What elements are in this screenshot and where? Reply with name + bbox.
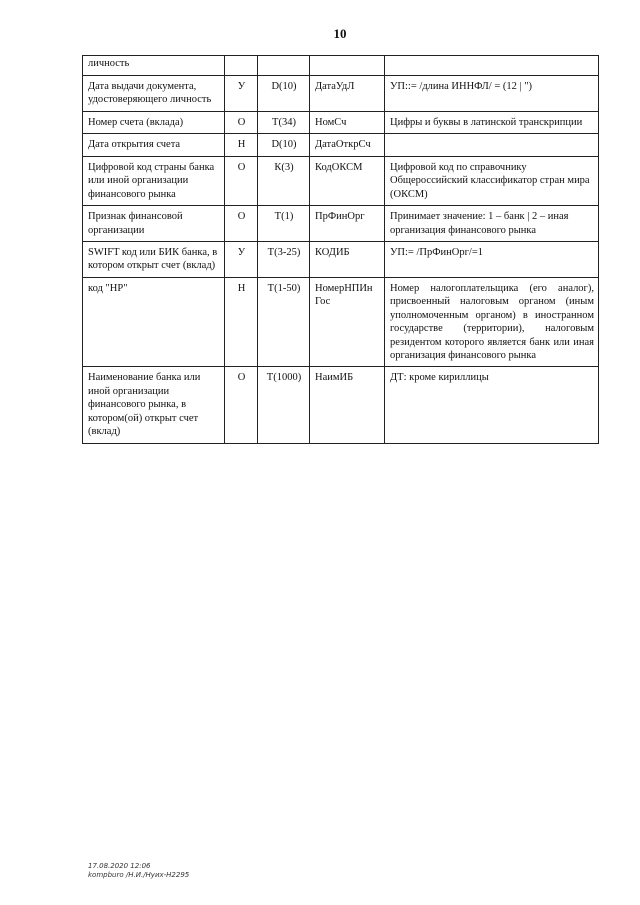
footer-signature: kompburo /Н.И./Нуих-Н2295: [88, 871, 190, 880]
requirement-cell: У: [225, 76, 258, 112]
footer-timestamp: 17.08.2020 12:06: [88, 862, 151, 870]
code-cell: ПрФинОрг: [310, 206, 385, 242]
format-cell: [258, 56, 310, 76]
requirement-cell: О: [225, 206, 258, 242]
table-row: [83, 111, 599, 133]
element-name-cell: Номер счета (вклада): [83, 111, 225, 133]
requirement-cell: Н: [225, 134, 258, 156]
format-cell: Т(34): [258, 111, 310, 133]
description-cell: УП::= /длина ИННФЛ/ = (12 | "): [385, 76, 599, 112]
element-name-cell: Признак финансовой организации: [83, 206, 225, 242]
format-cell: Т(1-50): [258, 277, 310, 367]
description-cell: Номер налогоплательщика (его аналог), присвоенный налоговым органом (иным уполномоченным органом) в иностранном государстве (территории), налоговым резидентом которого является банк или иная организация финансового рынка: [385, 277, 599, 367]
table-row: [83, 206, 599, 242]
element-name-cell: код "НР": [83, 277, 225, 367]
table-row: [83, 277, 599, 367]
format-cell: Т(1): [258, 206, 310, 242]
code-cell: ДатаУдЛ: [310, 76, 385, 112]
format-cell: Т(1000): [258, 367, 310, 443]
element-name-cell: личность: [83, 56, 225, 76]
format-cell: К(3): [258, 156, 310, 205]
table-row: [83, 241, 599, 277]
description-cell: ДТ: кроме кириллицы: [385, 367, 599, 443]
description-cell: УП:= /ПрФинОрг/=1: [385, 241, 599, 277]
code-cell: КодОКСМ: [310, 156, 385, 205]
code-cell: НомерНПИн Гос: [310, 277, 385, 367]
format-cell: D(10): [258, 134, 310, 156]
element-name-cell: Цифровой код страны банка или иной организации финансового рынка: [83, 156, 225, 205]
description-cell: [385, 134, 599, 156]
description-cell: [385, 56, 599, 76]
code-cell: НомСч: [310, 111, 385, 133]
element-name-cell: SWIFT код или БИК банка, в котором открыт счет (вклад): [83, 241, 225, 277]
table-row: [83, 367, 599, 443]
requirement-cell: О: [225, 111, 258, 133]
requirement-cell: Н: [225, 277, 258, 367]
requirement-cell: У: [225, 241, 258, 277]
element-name-cell: Наименование банка или иной организации финансового рынка, в котором(ой) открыт счет (вклад): [83, 367, 225, 443]
format-cell: D(10): [258, 76, 310, 112]
table-row: [83, 134, 599, 156]
requirement-cell: О: [225, 367, 258, 443]
element-name-cell: Дата выдачи документа, удостоверяющего личность: [83, 76, 225, 112]
table-row: [83, 56, 599, 76]
code-cell: [310, 56, 385, 76]
table-row: [83, 156, 599, 205]
page-number: 10: [333, 26, 347, 41]
footer-stamp: [88, 862, 189, 881]
specification-table: [82, 55, 599, 444]
description-cell: Цифры и буквы в латинской транскрипции: [385, 111, 599, 133]
code-cell: КОДИБ: [310, 241, 385, 277]
format-cell: Т(3-25): [258, 241, 310, 277]
requirement-cell: О: [225, 156, 258, 205]
description-cell: Принимает значение: 1 – банк | 2 – иная организация финансового рынка: [385, 206, 599, 242]
element-name-cell: Дата открытия счета: [83, 134, 225, 156]
description-cell: Цифровой код по справочнику Общероссийский классификатор стран мира (ОКСМ): [385, 156, 599, 205]
table-row: [83, 76, 599, 112]
requirement-cell: [225, 56, 258, 76]
code-cell: ДатаОткрСч: [310, 134, 385, 156]
code-cell: НаимИБ: [310, 367, 385, 443]
